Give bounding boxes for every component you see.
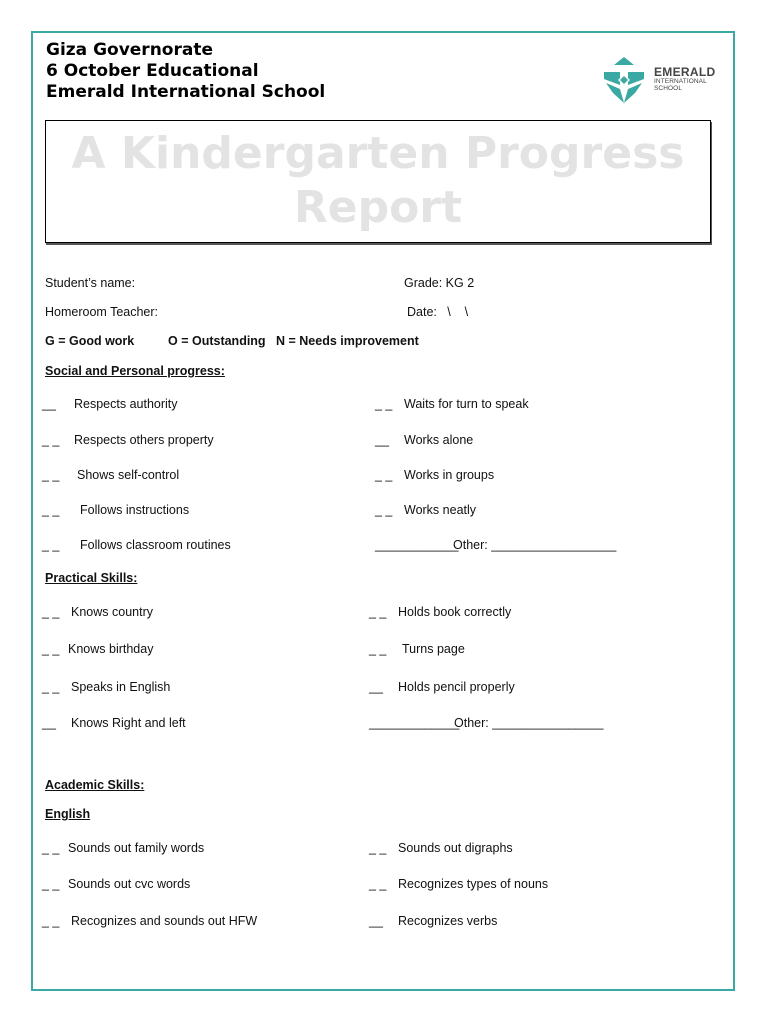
date-label: Date: \ \ (407, 305, 469, 319)
governorate-line: Giza Governorate (46, 40, 213, 60)
grade-blank: __ (369, 680, 383, 694)
logo-sub-1: INTERNATIONAL (654, 78, 707, 85)
grade-blank: _ _ (375, 468, 393, 482)
skill-label: Works in groups (404, 468, 495, 482)
other-blank: _____________ (369, 716, 460, 730)
other-label: Other: ________________ (454, 716, 604, 730)
skill-label: Works alone (404, 433, 474, 447)
skill-label: Knows country (71, 605, 153, 619)
skill-label: Speaks in English (71, 680, 171, 694)
key-outstanding: O = Outstanding (168, 334, 266, 348)
report-title (46, 127, 710, 235)
grade-blank: _ _ (42, 538, 60, 552)
grade-blank: _ _ (375, 397, 393, 411)
grade-blank: _ _ (42, 468, 60, 482)
section-heading-social: Social and Personal progress: (45, 364, 225, 378)
grade-blank: _ _ (375, 503, 393, 517)
skill-label: Follows instructions (80, 503, 190, 517)
report-title-line-2: Report (293, 182, 463, 233)
skill-label: Holds pencil properly (398, 680, 515, 694)
grade-blank: _ _ (369, 642, 387, 656)
grade-blank: __ (369, 914, 383, 928)
emerald-diamond-icon (600, 55, 650, 107)
skill-label: Knows Right and left (71, 716, 186, 730)
title-box (45, 120, 711, 243)
skill-label: Follows classroom routines (80, 538, 231, 552)
school-header (46, 40, 325, 103)
grade-blank: __ (42, 397, 56, 411)
grade-blank: _ _ (42, 433, 60, 447)
grade-blank: _ _ (42, 605, 60, 619)
skill-label: Works neatly (404, 503, 477, 517)
skill-label: Respects authority (74, 397, 178, 411)
grade-blank: _ _ (369, 605, 387, 619)
skill-label: Shows self-control (77, 468, 180, 482)
report-title-line-1: A Kindergarten Progress (71, 128, 685, 179)
section-heading-practical: Practical Skills: (45, 571, 138, 585)
school-name-line: Emerald International School (46, 82, 326, 102)
skill-label: Knows birthday (68, 642, 154, 656)
grade-blank: _ _ (42, 877, 60, 891)
skill-label: Sounds out digraphs (398, 841, 513, 855)
subheading-english: English (45, 807, 91, 821)
skill-label: Recognizes and sounds out HFW (71, 914, 258, 928)
section-heading-academic: Academic Skills: (45, 778, 145, 792)
grade-blank: __ (42, 716, 56, 730)
grade-label: Grade: KG 2 (404, 276, 475, 290)
logo-sub-2: SCHOOL (654, 85, 683, 92)
skill-label: Sounds out cvc words (68, 877, 191, 891)
homeroom-teacher-label: Homeroom Teacher: (45, 305, 159, 319)
skill-label: Holds book correctly (398, 605, 512, 619)
grade-blank: _ _ (42, 680, 60, 694)
skill-label: Respects others property (74, 433, 214, 447)
logo-name: EMERALD (654, 65, 716, 79)
grade-blank: _ _ (369, 877, 387, 891)
grade-blank: __ (375, 433, 389, 447)
other-label: Other: __________________ (453, 538, 617, 552)
skill-label: Recognizes types of nouns (398, 877, 549, 891)
grade-blank: _ _ (42, 914, 60, 928)
grade-blank: _ _ (42, 503, 60, 517)
grade-blank: _ _ (42, 642, 60, 656)
key-needs-improvement: N = Needs improvement (276, 334, 419, 348)
key-good: G = Good work (45, 334, 135, 348)
grade-blank: _ _ (42, 841, 60, 855)
grade-blank: _ _ (369, 841, 387, 855)
skill-label: Turns page (402, 642, 465, 656)
other-blank: ____________ (375, 538, 459, 552)
student-name-label: Student’s name: (45, 276, 136, 290)
district-line: 6 October Educational (46, 61, 259, 81)
skill-label: Recognizes verbs (398, 914, 498, 928)
skill-label: Sounds out family words (68, 841, 205, 855)
school-logo (600, 55, 725, 107)
skill-label: Waits for turn to speak (404, 397, 529, 411)
